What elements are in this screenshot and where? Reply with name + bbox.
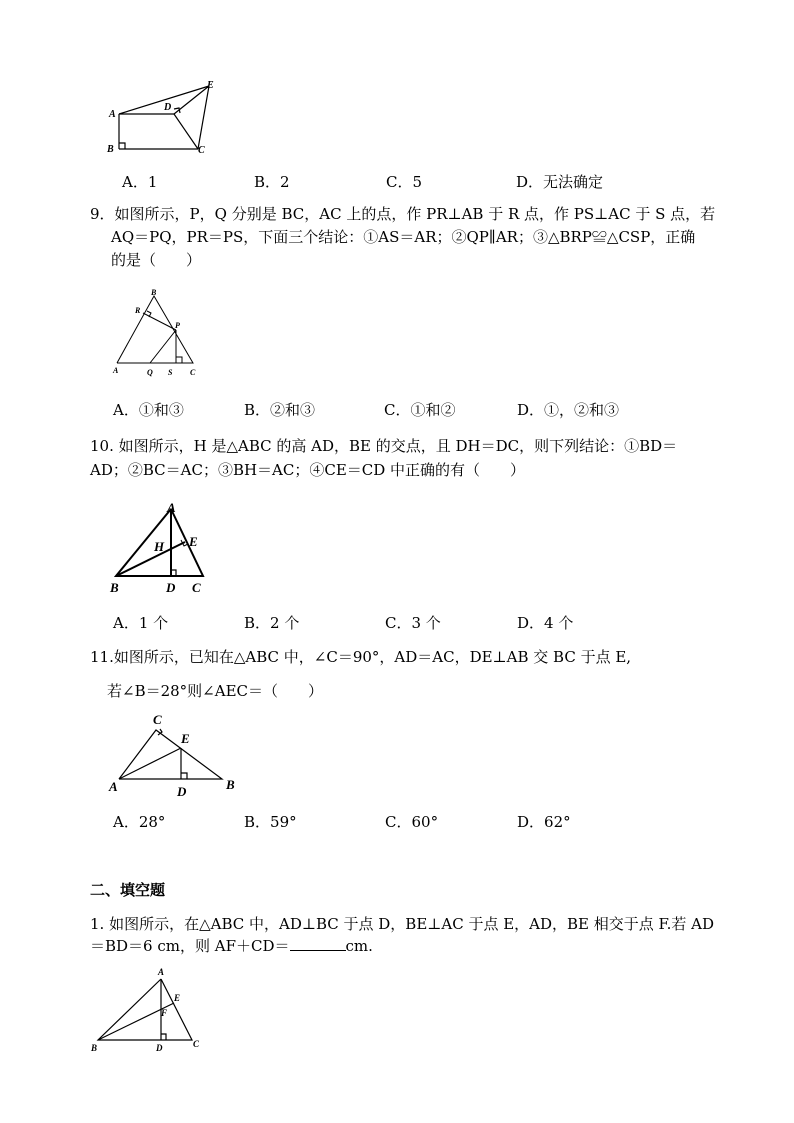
f1-figure: [85, 965, 215, 1060]
q8-label-A: A: [109, 109, 116, 120]
q10-option-b[interactable]: B．2 个: [244, 614, 300, 632]
q11-option-b[interactable]: B．59°: [244, 813, 297, 831]
q11-text-line1: 11.如图所示，已知在△ABC 中，∠C＝90°，AD＝AC，DE⊥AB 交 BC 于点 E,: [90, 648, 632, 666]
q9-text-line3: 的是（ ）: [111, 251, 202, 269]
q9-figure: [105, 285, 210, 380]
q11-label-E: E: [181, 731, 190, 746]
q8-label-B: B: [107, 144, 114, 155]
q9-option-b[interactable]: B．②和③: [244, 401, 316, 419]
f1-label-E: E: [174, 993, 181, 1003]
q9-label-B: B: [151, 288, 157, 297]
q9-label-R: R: [135, 306, 141, 315]
q9-label-P: P: [175, 321, 180, 330]
f1-label-C: C: [193, 1039, 200, 1049]
q8-option-c[interactable]: C．5: [386, 173, 423, 191]
q11-label-A: A: [109, 779, 118, 794]
q8-option-d[interactable]: D．无法确定: [516, 173, 604, 191]
q10-text-line1: 10. 如图所示，H 是△ABC 的高 AD，BE 的交点，且 DH＝DC，则下列结论：①BD＝: [90, 437, 678, 455]
f1-text-line1: 1. 如图所示，在△ABC 中，AD⊥BC 于点 D，BE⊥AC 于点 E，AD，BE 相交于点 F.若 AD: [90, 915, 715, 933]
q11-figure: [105, 710, 245, 802]
f1-label-A: A: [158, 967, 165, 977]
q10-option-a[interactable]: A．1 个: [113, 614, 169, 632]
q10-text-line2: AD；②BC＝AC；③BH＝AC；④CE＝CD 中正确的有（ ）: [90, 461, 526, 479]
q10-label-A: A: [167, 500, 176, 515]
f1-text-line2-post: cm.: [345, 937, 373, 955]
q11-option-a[interactable]: A．28°: [113, 813, 166, 831]
q10-label-B: B: [110, 580, 119, 595]
q8-label-C: C: [198, 145, 205, 156]
answer-blank[interactable]: [290, 935, 346, 951]
q11-label-D: D: [177, 784, 187, 799]
q9-text-line1: 9．如图所示，P，Q 分别是 BC，AC 上的点，作 PR⊥AB 于 R 点，作 PS⊥AC 于 S 点，若: [90, 205, 716, 223]
q8-figure: [100, 75, 230, 160]
f1-label-B: B: [91, 1043, 98, 1053]
q10-option-c[interactable]: C．3 个: [385, 614, 441, 632]
q11-label-C: C: [153, 712, 162, 727]
q8-label-D: D: [164, 102, 172, 113]
f1-label-F: F: [161, 1008, 168, 1018]
q9-option-d[interactable]: D．①，②和③: [517, 401, 620, 419]
q9-label-S: S: [168, 368, 173, 377]
q9-label-C: C: [190, 368, 196, 377]
q9-option-a[interactable]: A．①和③: [113, 401, 184, 419]
q11-option-d[interactable]: D．62°: [517, 813, 571, 831]
q10-figure: [105, 495, 215, 600]
q11-label-B: B: [226, 777, 235, 792]
q8-label-E: E: [207, 80, 214, 91]
q9-label-Q: Q: [147, 368, 153, 377]
q9-option-c[interactable]: C．①和②: [384, 401, 456, 419]
section-heading: 二、填空题: [90, 881, 166, 899]
q10-label-C: C: [192, 580, 201, 595]
q8-option-a[interactable]: A．1: [122, 173, 158, 191]
q8-option-b[interactable]: B．2: [254, 173, 290, 191]
q11-text-line2: 若∠B＝28°则∠AEC＝（ ）: [107, 682, 324, 700]
q10-option-d[interactable]: D．4 个: [517, 614, 574, 632]
f1-text-line2-pre: ＝BD＝6 cm，则 AF＋CD＝: [90, 937, 290, 955]
q9-text-line2: AQ＝PQ，PR＝PS，下面三个结论：①AS＝AR；②QP∥AR；③△BRP≌△CSP，正确: [111, 228, 696, 246]
q10-label-E: E: [189, 534, 198, 549]
f1-label-D: D: [156, 1043, 163, 1053]
q9-label-A: A: [113, 366, 119, 375]
f1-text-line2: [90, 935, 373, 957]
q10-label-D: D: [166, 580, 176, 595]
q10-label-H: H: [154, 539, 165, 554]
q11-option-c[interactable]: C．60°: [385, 813, 439, 831]
